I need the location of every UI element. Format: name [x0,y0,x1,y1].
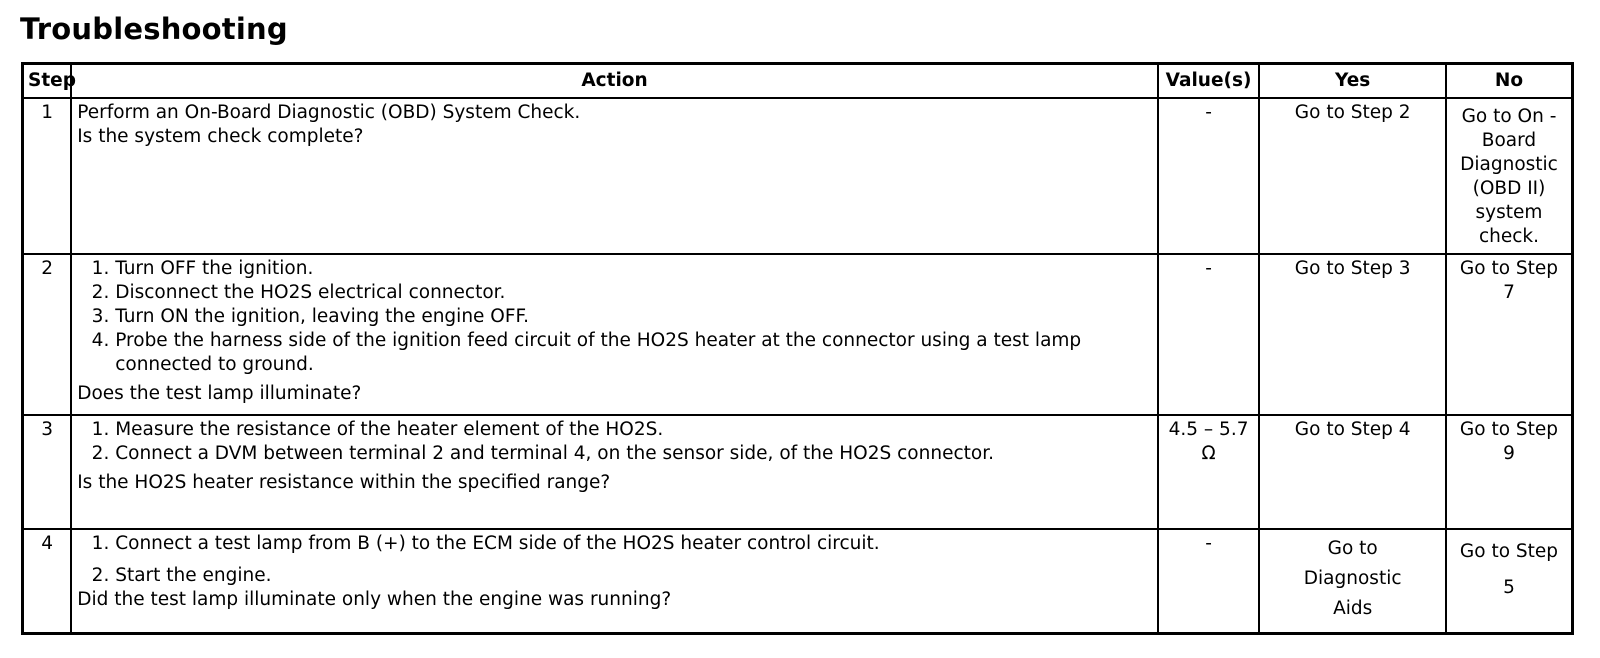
header-yes: Yes [1259,64,1446,99]
yes-cell: Go to Step 4 [1259,415,1446,529]
action-item: 1. Connect a test lamp from B (+) to the ECM side of the HO2S heater control circuit. [115,532,1152,556]
yes-text: Go to Diagnostic Aids [1303,538,1402,619]
no-text: Go to Step 7 [1459,258,1559,303]
action-list [77,257,1152,377]
no-text: Go to Step 5 [1459,541,1559,598]
header-step: Step [23,64,72,99]
action-cell [71,415,1158,529]
action-list [77,532,1152,588]
yes-cell [1259,529,1446,634]
action-item: 3. Turn ON the ignition, leaving the engine OFF. [115,305,1152,329]
action-line: Perform an On-Board Diagnostic (OBD) System Check. [77,102,581,123]
no-cell [1446,254,1573,415]
value-cell: - [1158,98,1260,254]
no-cell [1446,529,1573,634]
header-no: No [1446,64,1573,99]
action-question: Did the test lamp illuminate only when the engine was running? [77,589,672,610]
value-cell: 4.5 – 5.7 Ω [1158,415,1260,529]
step-number: 1 [23,98,72,254]
no-text: Go to On - Board Diagnostic (OBD II) system check. [1460,106,1558,247]
step-number: 3 [23,415,72,529]
step-number: 4 [23,529,72,634]
action-item: 4. Probe the harness side of the ignition feed circuit of the HO2S heater at the connector using a test lamp connected to ground. [115,329,1152,377]
header-values: Value(s) [1158,64,1260,99]
table-row [23,254,1573,415]
table-header-row [23,64,1573,99]
value-cell: - [1158,529,1260,634]
value-cell: - [1158,254,1260,415]
action-item: 1. Measure the resistance of the heater element of the HO2S. [115,418,1052,442]
action-cell [71,98,1158,254]
header-action: Action [71,64,1158,99]
action-list [77,418,1152,466]
action-question: Is the HO2S heater resistance within the specified range? [77,472,611,493]
action-question: Is the system check complete? [77,126,364,147]
page-title: Troubleshooting [20,12,288,46]
no-text: Go to Step 9 [1459,419,1559,464]
action-cell [71,529,1158,634]
action-question: Does the test lamp illuminate? [77,383,362,404]
yes-cell: Go to Step 3 [1259,254,1446,415]
troubleshooting-table [21,62,1574,635]
action-item: 2. Disconnect the HO2S electrical connector. [115,281,1152,305]
no-cell [1446,98,1573,254]
action-item: 2. Connect a DVM between terminal 2 and terminal 4, on the sensor side, of the HO2S connector. [115,442,1052,466]
action-item: 2. Start the engine. [115,564,1152,588]
step-number: 2 [23,254,72,415]
yes-cell: Go to Step 2 [1259,98,1446,254]
table-row [23,98,1573,254]
table-row [23,415,1573,529]
table-row [23,529,1573,634]
action-cell [71,254,1158,415]
no-cell [1446,415,1573,529]
action-item: 1. Turn OFF the ignition. [115,257,1152,281]
